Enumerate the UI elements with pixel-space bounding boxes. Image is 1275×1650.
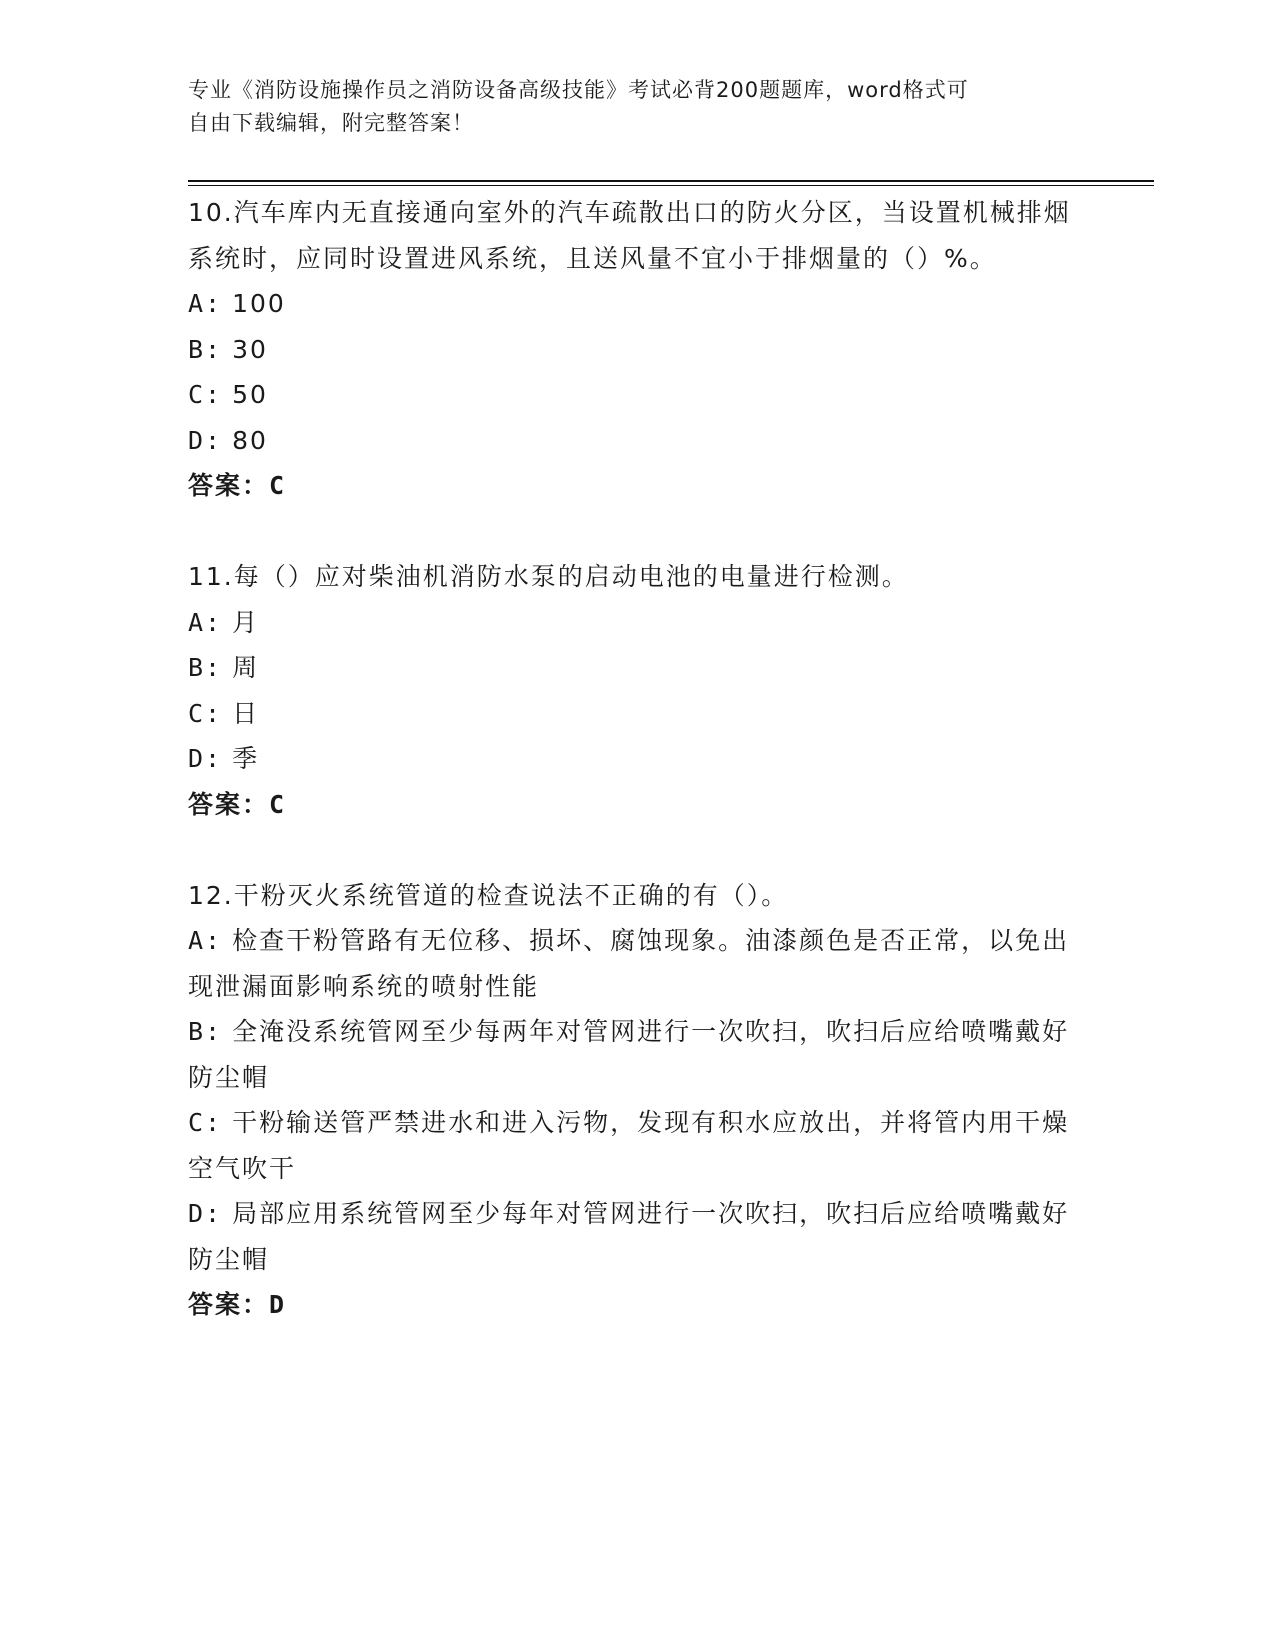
option-letter: B: bbox=[188, 1017, 223, 1046]
option-letter: D: bbox=[188, 744, 223, 773]
option-text: 干粉输送管严禁进水和进入污物，发现有积水应放出，并将管内用干燥空气吹干 bbox=[188, 1108, 1070, 1183]
answer-line bbox=[188, 463, 1078, 509]
option-a bbox=[188, 281, 1078, 327]
question-list bbox=[188, 190, 1078, 1328]
document-header bbox=[188, 74, 1068, 140]
header-divider-thick bbox=[188, 180, 1154, 182]
option-c bbox=[188, 372, 1078, 418]
option-text: 检查干粉管路有无位移、损坏、腐蚀现象。油漆颜色是否正常，以免出现泄漏面影响系统的喷射性能 bbox=[188, 926, 1070, 1001]
option-letter: A: bbox=[188, 607, 223, 637]
option-d bbox=[188, 736, 1078, 782]
option-b bbox=[188, 645, 1078, 691]
answer-label: 答案： bbox=[188, 471, 270, 500]
question-12 bbox=[188, 873, 1078, 1328]
answer-line bbox=[188, 782, 1078, 828]
option-a bbox=[188, 600, 1078, 646]
option-letter: B: bbox=[188, 334, 223, 364]
answer-value: C bbox=[269, 471, 287, 500]
header-divider-thin bbox=[188, 185, 1154, 186]
header-line-2: 自由下载编辑，附完整答案！ bbox=[188, 111, 474, 135]
option-b bbox=[188, 327, 1078, 373]
answer-line bbox=[188, 1282, 1078, 1328]
option-text: 30 bbox=[232, 334, 268, 364]
option-letter: C: bbox=[188, 1108, 223, 1137]
question-text: 11.每（）应对柴油机消防水泵的启动电池的电量进行检测。 bbox=[188, 562, 909, 591]
option-a bbox=[188, 918, 1078, 1009]
answer-value: C bbox=[269, 789, 287, 819]
answer-label: 答案： bbox=[188, 1290, 270, 1319]
option-c bbox=[188, 691, 1078, 737]
header-line-1: 专业《消防设施操作员之消防设备高级技能》考试必背200题题库，word格式可 bbox=[188, 78, 969, 102]
option-c bbox=[188, 1100, 1078, 1191]
option-b bbox=[188, 1009, 1078, 1100]
question-text: 10.汽车库内无直接通向室外的汽车疏散出口的防火分区，当设置机械排烟系统时，应同时设置进风系统，且送风量不宜小于排烟量的（）%。 bbox=[188, 198, 1071, 273]
option-text: 全淹没系统管网至少每两年对管网进行一次吹扫，吹扫后应给喷嘴戴好防尘帽 bbox=[188, 1017, 1070, 1092]
option-letter: C: bbox=[188, 380, 223, 409]
option-letter: D: bbox=[188, 425, 223, 455]
answer-value: D bbox=[269, 1290, 287, 1319]
option-text: 局部应用系统管网至少每年对管网进行一次吹扫，吹扫后应给喷嘴戴好防尘帽 bbox=[188, 1199, 1070, 1274]
option-d bbox=[188, 418, 1078, 464]
option-text: 100 bbox=[232, 289, 286, 318]
question-11 bbox=[188, 554, 1078, 827]
option-text: 季 bbox=[232, 744, 260, 773]
option-letter: A: bbox=[188, 926, 223, 955]
question-10 bbox=[188, 190, 1078, 509]
option-text: 50 bbox=[232, 380, 268, 409]
option-letter: B: bbox=[188, 653, 223, 682]
option-d bbox=[188, 1191, 1078, 1282]
option-letter: A: bbox=[188, 289, 223, 318]
option-text: 月 bbox=[232, 607, 260, 637]
option-letter: D: bbox=[188, 1199, 223, 1228]
option-letter: C: bbox=[188, 698, 223, 728]
option-text: 周 bbox=[232, 653, 260, 682]
answer-label: 答案： bbox=[188, 789, 270, 819]
option-text: 80 bbox=[232, 425, 268, 455]
option-text: 日 bbox=[232, 698, 260, 728]
question-text: 12.干粉灭火系统管道的检查说法不正确的有（）。 bbox=[188, 880, 789, 910]
